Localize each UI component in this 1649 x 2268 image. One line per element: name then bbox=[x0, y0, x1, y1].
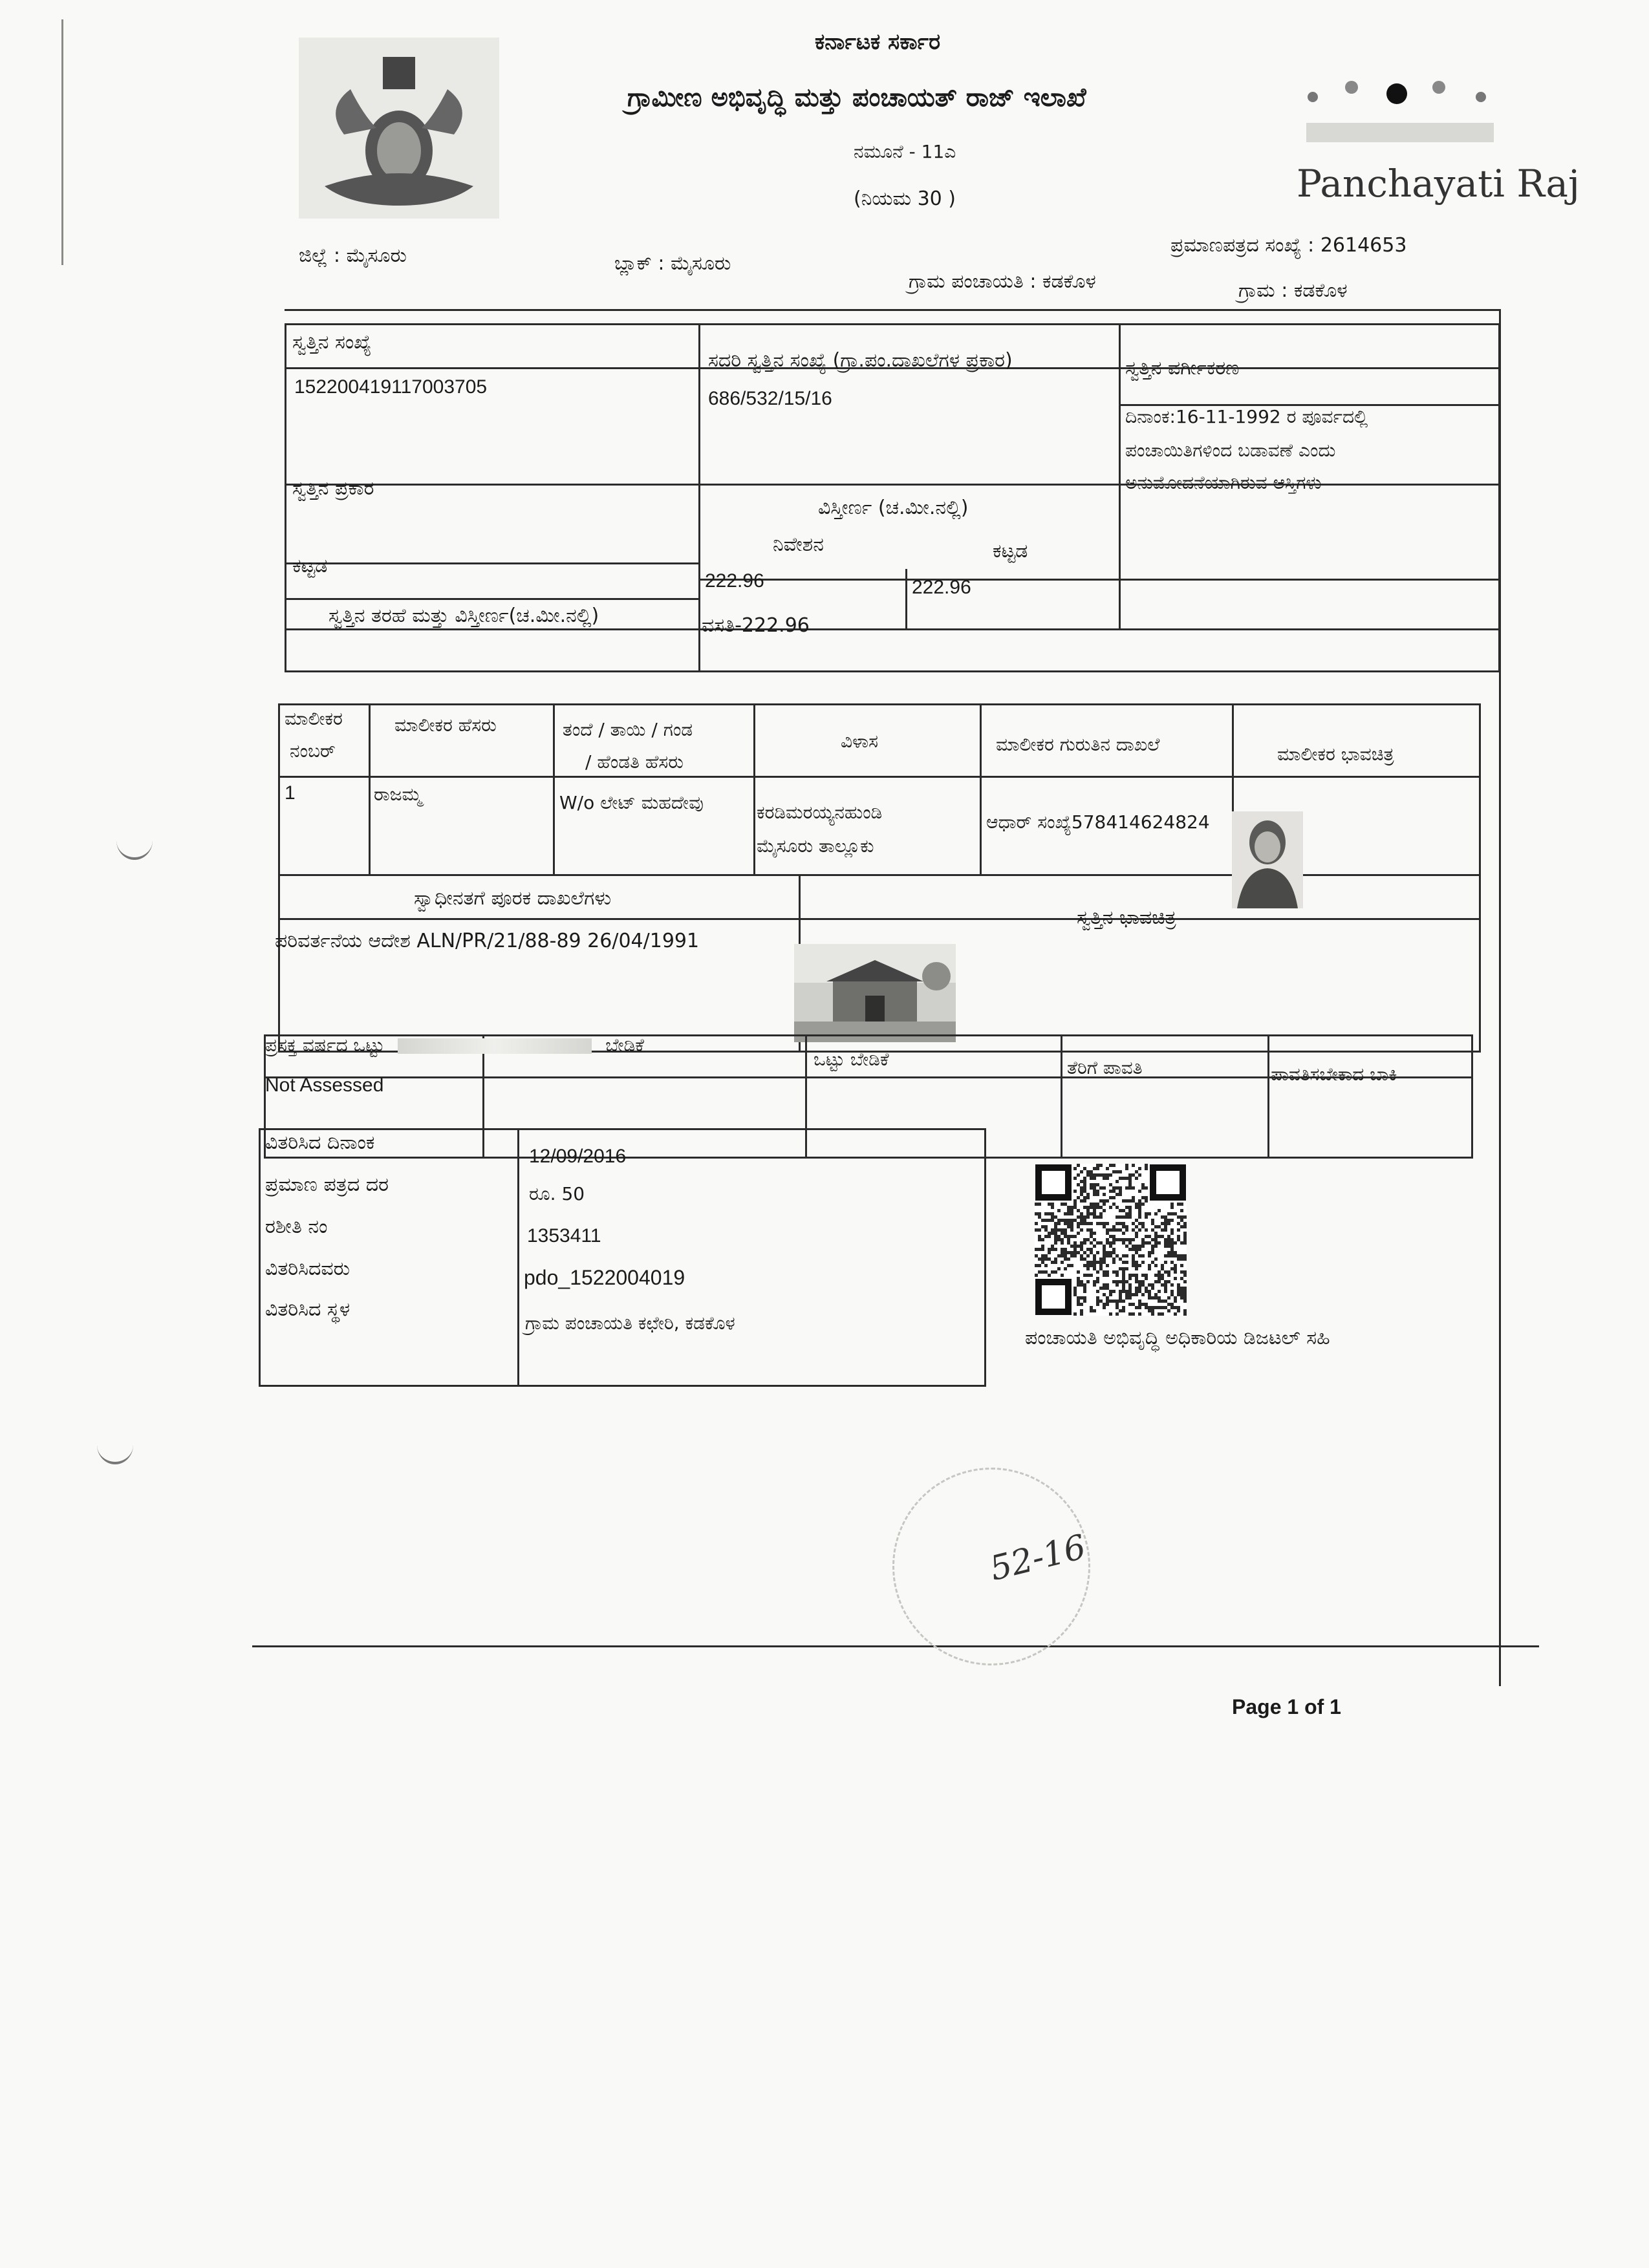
department-title: ಗ್ರಾಮೀಣ ಅಭಿವೃದ್ಧಿ ಮತ್ತು ಪಂಚಾಯತ್ ರಾಜ್ ಇಲಾಖೆ bbox=[627, 83, 1086, 112]
district: ಜಿಲ್ಲೆ : ಮೈಸೂರು bbox=[299, 244, 407, 267]
current-demand-text: ಪ್ರಸಕ್ತ ವರ್ಷದ ಒಟ್ಟು bbox=[265, 1034, 385, 1056]
property-type-label: ಸ್ವತ್ತಿನ ಪ್ರಕಾರ bbox=[292, 477, 374, 500]
property-photo bbox=[794, 944, 956, 1042]
gram-panchayat: ಗ್ರಾಮ ಪಂಚಾಯತಿ : ಕಡಕೊಳ bbox=[909, 270, 1096, 293]
relation-header-1: ತಂದೆ / ತಾಯಿ / ಗಂಡ bbox=[563, 719, 693, 740]
classification-value-2: ಪಂಚಾಯಿತಿಗಳಿಂದ ಬಡಾವಣೆ ಎಂದು bbox=[1125, 440, 1336, 461]
state-emblem bbox=[299, 37, 499, 219]
total-demand-label: ಒಟ್ಟು ಬೇಡಿಕೆ bbox=[814, 1049, 889, 1070]
redacted-text bbox=[398, 1038, 592, 1054]
balance-label: ಪಾವತಿಸಬೇಕಾದ ಬಾಕಿ bbox=[1271, 1064, 1397, 1085]
assessment-status: Not Assessed bbox=[265, 1075, 384, 1096]
classification-label: ಸ್ವತ್ತಿನ ವರ್ಗೀಕರಣ bbox=[1125, 357, 1240, 380]
punch-hole-1 bbox=[116, 821, 153, 860]
owner-relation: W/o ಲೇಟ್ ಮಹದೇವು bbox=[559, 792, 704, 813]
issue-date-value: 12/09/2016 bbox=[529, 1146, 627, 1167]
panchayati-raj-logo bbox=[1297, 71, 1580, 220]
frame-bottom bbox=[252, 1645, 1539, 1647]
fee-label: ಪ್ರಮಾಣ ಪತ್ರದ ದರ bbox=[265, 1173, 389, 1196]
owner-id-value: ಆಧಾರ್ ಸಂಖ್ಯೆ578414624824 bbox=[986, 811, 1210, 833]
page-number: Page 1 of 1 bbox=[1232, 1695, 1341, 1718]
owner-no: 1 bbox=[285, 782, 296, 804]
receipt-label: ರಶೀತಿ ನಂ bbox=[265, 1215, 328, 1238]
owner-photo-header: ಮಾಲೀಕರ ಭಾವಚಿತ್ರ bbox=[1277, 744, 1394, 765]
property-no-value: 152200419117003705 bbox=[294, 376, 488, 398]
property-photo-label: ಸ್ವತ್ತಿನ ಭಾವಚಿತ್ರ bbox=[1077, 906, 1176, 929]
frame-top bbox=[285, 309, 1500, 311]
issued-by-value: pdo_1522004019 bbox=[524, 1266, 685, 1289]
signature-caption: ಪಂಚಾಯತಿ ಅಭಿವೃದ್ಧಿ ಅಧಿಕಾರಿಯ ಡಿಜಟಲ್ ಸಹಿ bbox=[1025, 1327, 1330, 1349]
address-header: ವಿಳಾಸ bbox=[841, 731, 879, 752]
tax-paid-label: ತೆರಿಗೆ ಪಾವತಿ bbox=[1067, 1057, 1143, 1078]
rule-number: (ನಿಯಮ 30 ) bbox=[854, 187, 956, 210]
current-demand-label bbox=[265, 1034, 644, 1056]
govt-title: ಕರ್ನಾಟಕ ಸರ್ಕಾರ bbox=[815, 29, 941, 55]
classification-value-3: ಅನುಮೋದನೆಯಾಗಿರುವ ಆಸ್ತಿಗಳು bbox=[1125, 472, 1322, 493]
building-area-value: 222.96 bbox=[912, 577, 971, 598]
owner-name-header: ಮಾಲೀಕರ ಹೆಸರು bbox=[394, 714, 497, 736]
owner-no-header-1: ಮಾಲೀಕರ bbox=[285, 708, 343, 729]
certificate-number: ಪ್ರಮಾಣಪತ್ರದ ಸಂಖ್ಯೆ : 2614653 bbox=[1170, 234, 1407, 257]
nature-value: ವಸತಿ-222.96 bbox=[702, 614, 810, 637]
issue-place-value: ಗ್ರಾಮ ಪಂಚಾಯತಿ ಕಛೇರಿ, ಕಡಕೊಳ bbox=[525, 1312, 735, 1334]
gp-no-label: ಸದರಿ ಸ್ವತ್ತಿನ ಸಂಖ್ಯೆ (ಗ್ರಾ.ಪಂ.ದಾಖಲೆಗಳ ಪ್ರಕಾರ) bbox=[708, 349, 1013, 372]
owner-address-2: ಮೈಸೂರು ತಾಲ್ಲೂಕು bbox=[757, 835, 874, 857]
site-area-value: 222.96 bbox=[705, 570, 764, 592]
gp-no-value: 686/532/15/16 bbox=[708, 388, 832, 409]
area-label: ವಿಸ್ತೀರ್ಣ (ಚ.ಮೀ.ನಲ್ಲಿ) bbox=[818, 497, 969, 519]
punch-hole-2 bbox=[97, 1426, 133, 1464]
supporting-docs-label: ಸ್ವಾಧೀನತಗೆ ಪೂರಕ ದಾಖಲೆಗಳು bbox=[414, 887, 612, 910]
fee-value: ರೂ. 50 bbox=[529, 1183, 585, 1204]
demand-suffix: ಬೇಡಿಕೆ bbox=[605, 1034, 644, 1056]
nature-label: ಸ್ವತ್ತಿನ ತರಹೆ ಮತ್ತು ವಿಸ್ತೀರ್ಣ(ಚ.ಮೀ.ನಲ್ಲಿ) bbox=[329, 604, 599, 627]
receipt-value: 1353411 bbox=[527, 1225, 601, 1246]
handwritten-note: 52-16 bbox=[986, 1527, 1090, 1589]
form-number: ನಮೂನೆ - 11ಎ bbox=[854, 141, 956, 162]
owner-name: ರಾಜಮ್ಮ bbox=[374, 784, 422, 805]
owner-address-1: ಕರಡಿಮರಯ್ಯನಹುಂಡಿ bbox=[757, 802, 883, 823]
relation-header-2: / ಹೆಂಡತಿ ಹೆಸರು bbox=[585, 751, 684, 773]
owner-id-header: ಮಾಲೀಕರ ಗುರುತಿನ ದಾಖಲೆ bbox=[996, 734, 1160, 755]
property-no-label: ಸ್ವತ್ತಿನ ಸಂಖ್ಯೆ bbox=[292, 331, 372, 354]
block: ಬ್ಲಾಕ್ : ಮೈಸೂರು bbox=[614, 252, 731, 275]
site-label: ನಿವೇಶನ bbox=[773, 533, 824, 556]
issue-date-label: ವಿತರಿಸಿದ ದಿನಾಂಕ bbox=[265, 1131, 375, 1154]
village: ಗ್ರಾಮ : ಕಡಕೊಳ bbox=[1238, 279, 1348, 302]
issued-by-label: ವಿತರಿಸಿದವರು bbox=[265, 1257, 350, 1280]
owner-photo bbox=[1232, 811, 1303, 908]
property-type-value: ಕಟ್ಟಡ bbox=[292, 555, 328, 577]
logo-text: Panchayati Raj bbox=[1297, 162, 1580, 206]
issue-place-label: ವಿತರಿಸಿದ ಸ್ಥಳ bbox=[265, 1298, 350, 1321]
conversion-order: ಪರಿವರ್ತನೆಯ ಆದೇಶ ALN/PR/21/88-89 26/04/1991 bbox=[275, 930, 700, 952]
owner-no-header-2: ನಂಬರ್ bbox=[290, 740, 336, 762]
classification-value-1: ದಿನಾಂಕ:16-11-1992 ರ ಪೂರ್ವದಲ್ಲಿ bbox=[1125, 406, 1368, 427]
qr-code bbox=[1035, 1164, 1187, 1316]
building-label: ಕಟ್ಟಡ bbox=[993, 540, 1028, 562]
left-edge-line bbox=[61, 19, 63, 265]
